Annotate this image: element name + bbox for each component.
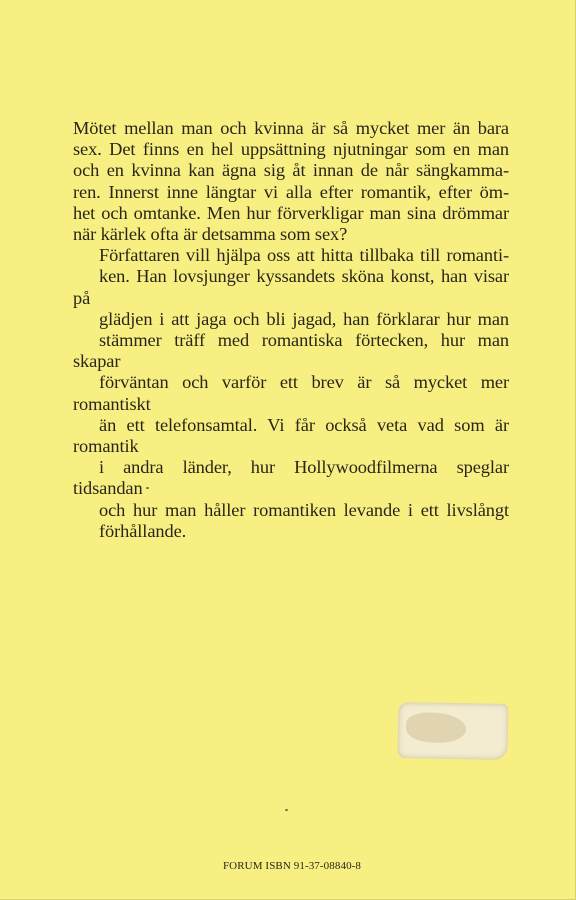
blurb-line: i andra länder, hur Hollywoodfilmerna speglar tidsandan (73, 457, 509, 499)
blurb-line: än ett telefonsamtal. Vi får också veta vad som är romantik (73, 414, 509, 457)
paper-speck (285, 809, 288, 811)
blurb-paragraph-1 (73, 118, 509, 245)
blurb-line: och en kvinna kan ägna sig åt innan de når sängkamma- (73, 160, 509, 181)
blurb-line: Mötet mellan man och kvinna är så mycket mer än bara (73, 118, 509, 138)
blurb-line: ren. Innerst inne längtar vi alla efter romantik, efter öm- (73, 181, 509, 202)
blurb-line: förväntan och varför ett brev är så mycket mer romantiskt (73, 372, 509, 414)
blurb-line: stämmer träff med romantiska förtecken, hur man skapar (73, 330, 509, 372)
price-sticker-residue (398, 702, 509, 760)
publisher-isbn-text: FORUM ISBN 91-37-08840-8 (222, 860, 362, 872)
blurb-line: förhållande. (99, 520, 187, 541)
blurb-paragraph-2 (73, 245, 509, 542)
blurb-line: Författaren vill hjälpa oss att hitta tillbaka till romanti- (99, 245, 509, 266)
blurb-line: glädjen i att jaga och bli jagad, han förklarar hur man (99, 308, 509, 329)
blurb-line: sex. Det finns en hel uppsättning njutningar som en man (73, 139, 509, 160)
blurb-text (73, 118, 509, 542)
publisher-isbn (0, 860, 576, 872)
blurb-line: het och omtanke. Men hur förverkligar man sina drömmar när kärlek ofta är detsamma som sex? (73, 202, 509, 245)
paper-speck (146, 487, 149, 489)
blurb-line: och hur man håller romantiken levande i ett livslångt (99, 499, 509, 520)
blurb-line: ken. Han lovsjunger kyssandets sköna konst, han visar på (73, 266, 509, 308)
